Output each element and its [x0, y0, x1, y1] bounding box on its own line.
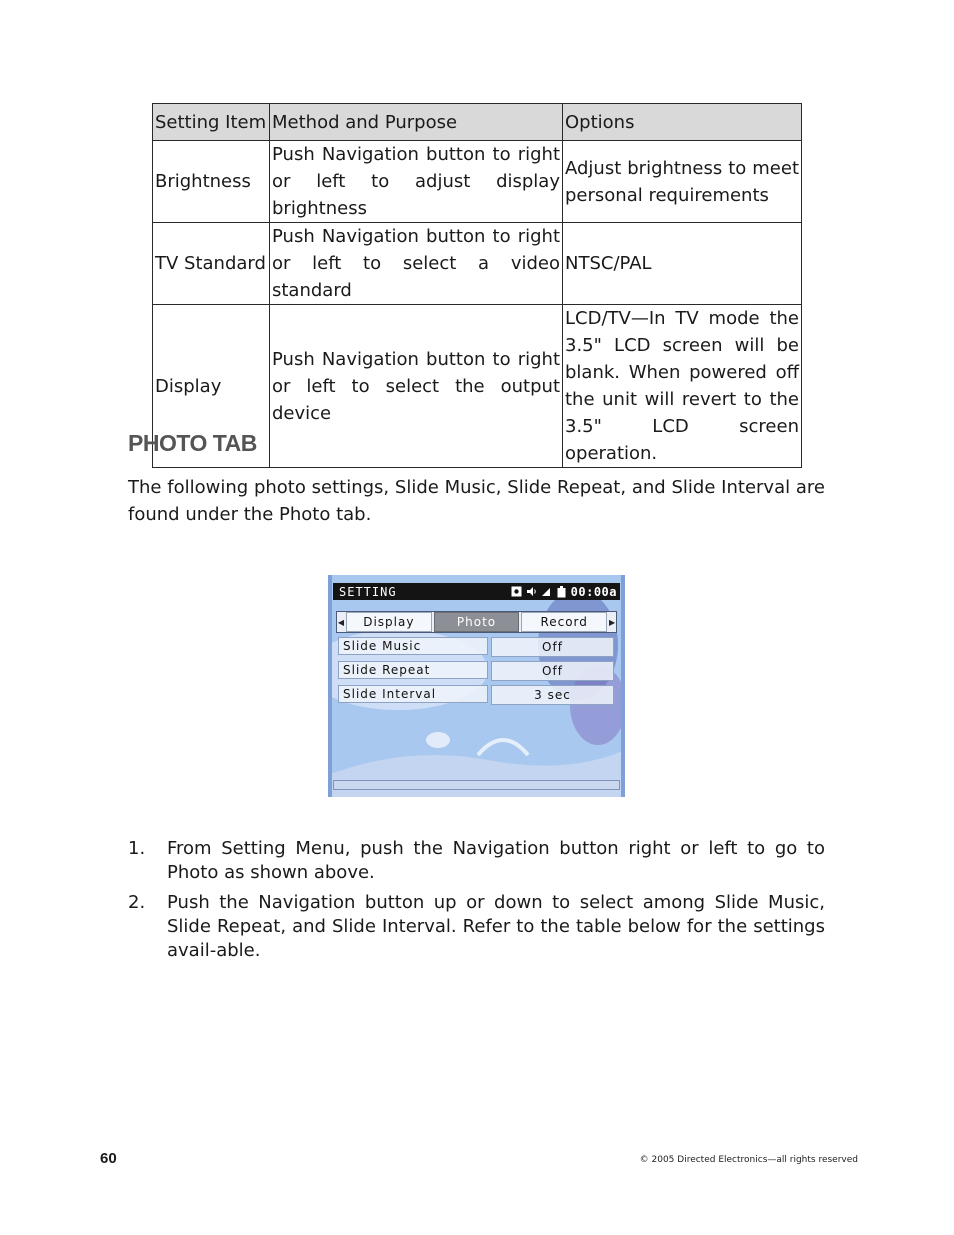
menu-value[interactable]: 3 sec — [491, 685, 614, 705]
table-cell-method: Push Navigation button to right or left to select a video standard — [270, 223, 563, 305]
table-cell-item: Display — [153, 305, 270, 468]
section-heading: PHOTO TAB — [128, 430, 257, 456]
menu-label: Slide Interval — [338, 685, 488, 703]
table-cell-options: NTSC/PAL — [563, 223, 802, 305]
intro-paragraph: The following photo settings, Slide Music, Slide Repeat, and Slide Interval are found under the Photo tab. — [128, 477, 825, 525]
table-cell-method: Push Navigation button to right or left to select the output device — [270, 305, 563, 468]
device-tab-bar — [336, 611, 617, 633]
page-number: 60 — [100, 1150, 117, 1167]
table-cell-item: TV Standard — [153, 223, 270, 305]
step-number: 1. — [128, 838, 146, 859]
tab-display[interactable]: Display — [346, 612, 432, 632]
menu-row-slide-music[interactable] — [338, 637, 614, 657]
menu-value[interactable]: Off — [491, 661, 614, 681]
list-item — [128, 837, 825, 885]
table-cell-method: Push Navigation button to right or left to adjust display brightness — [270, 141, 563, 223]
disc-icon — [511, 586, 523, 598]
table-cell-options: LCD/TV—In TV mode the 3.5" LCD screen will be blank. When powered off the unit will revert to the 3.5" LCD screen operation. — [563, 305, 802, 468]
copyright-notice: © 2005 Directed Electronics—all rights reserved — [639, 1155, 858, 1165]
table-header-cell: Options — [563, 104, 802, 141]
table-header-cell: Setting Item — [153, 104, 270, 141]
list-item — [128, 891, 825, 963]
device-screenshot — [328, 575, 625, 797]
tab-left-arrow-icon[interactable]: ◀ — [337, 617, 345, 627]
device-title-bar — [333, 583, 620, 600]
menu-row-slide-repeat[interactable] — [338, 661, 614, 681]
table-cell-item: Brightness — [153, 141, 270, 223]
speaker-icon — [526, 586, 538, 598]
step-text: Push the Navigation button up or down to select among Slide Music, Slide Repeat, and Slide Interval. Refer to the table below for the settings avail-able. — [167, 892, 825, 961]
signal-icon — [541, 586, 553, 598]
tab-record[interactable]: Record — [521, 612, 607, 632]
device-title: SETTING — [339, 584, 397, 599]
step-number: 2. — [128, 892, 146, 913]
menu-label: Slide Repeat — [338, 661, 488, 679]
menu-value[interactable]: Off — [491, 637, 614, 657]
tab-photo[interactable]: Photo — [434, 612, 520, 632]
table-header-row — [153, 104, 802, 141]
device-footer-bar — [333, 780, 620, 790]
step-text: From Setting Menu, push the Navigation button right or left to go to Photo as shown above. — [167, 838, 825, 883]
menu-label: Slide Music — [338, 637, 488, 655]
menu-row-slide-interval[interactable] — [338, 685, 614, 705]
tab-right-arrow-icon[interactable]: ▶ — [608, 617, 616, 627]
battery-icon — [556, 586, 568, 598]
table-row — [153, 141, 802, 223]
table-row — [153, 223, 802, 305]
table-cell-options: Adjust brightness to meet personal requirements — [563, 141, 802, 223]
device-clock: 00:00a — [570, 584, 617, 599]
table-header-cell: Method and Purpose — [270, 104, 563, 141]
settings-table — [152, 103, 802, 468]
status-icons — [511, 585, 620, 599]
steps-list — [128, 837, 825, 969]
